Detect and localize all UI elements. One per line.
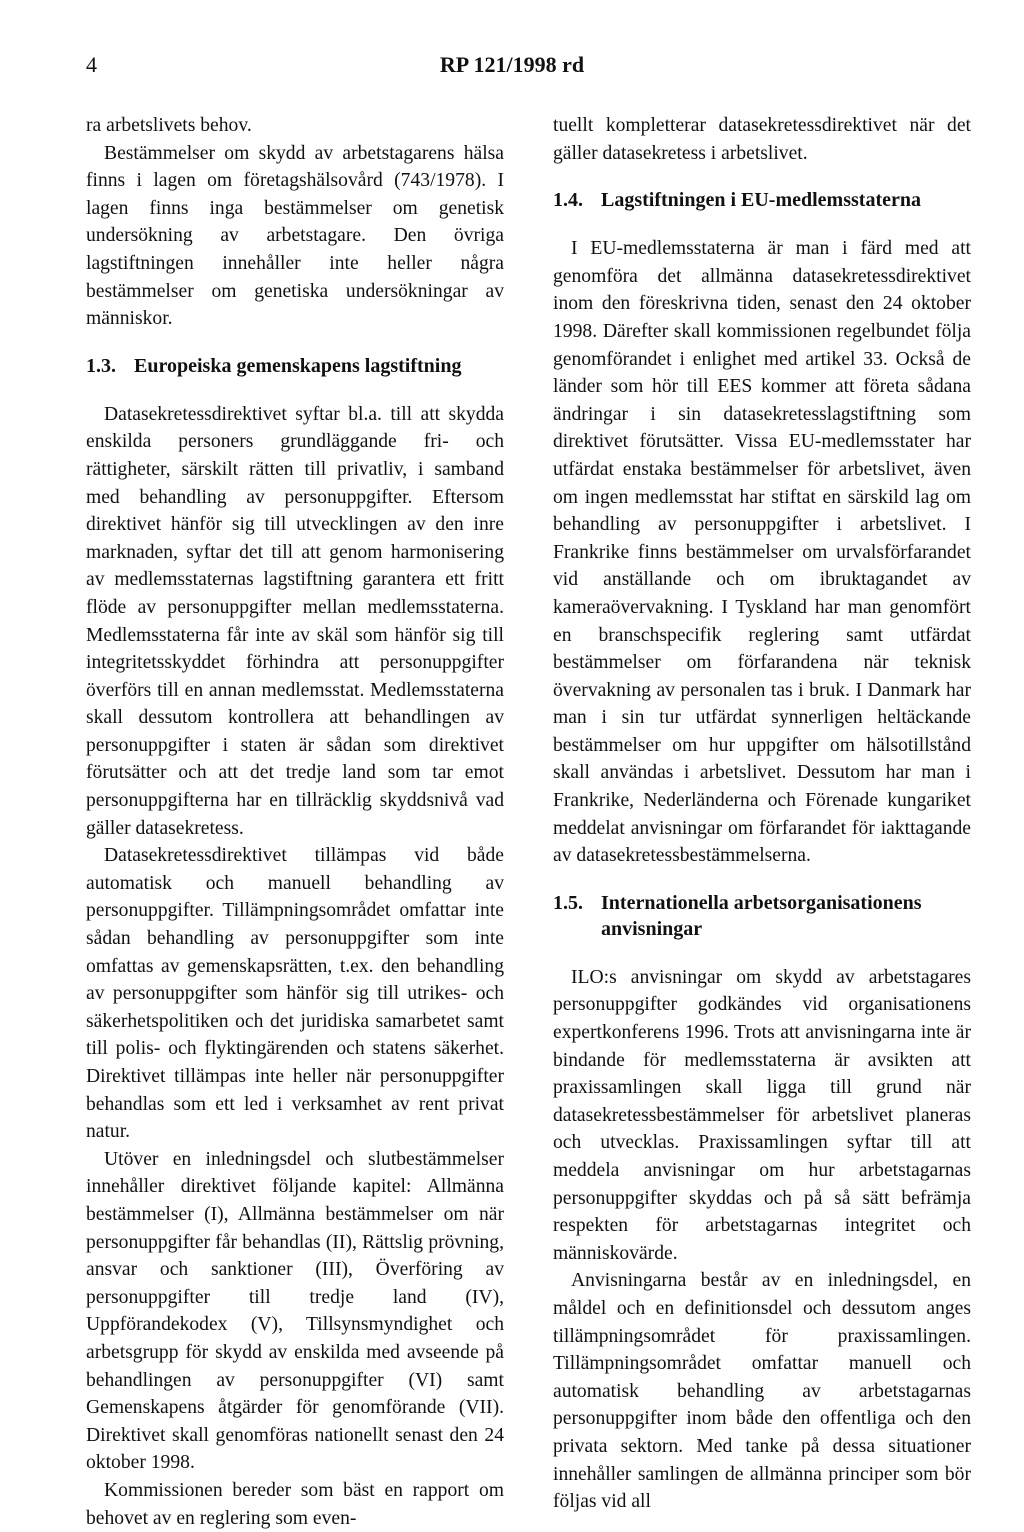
paragraph: Datasekretessdirektivet tillämpas vid både automatisk och manuell behandling av personuppgifter. Tillämpningsområdet omfattar inte sådan behandling av personuppgifter som inte omfattas av gemenskapsrätten, t.ex. den behandling av personuppgifter som hänför sig till utrikes- och säkerhetspolitiken och det juridiska samarbetet samt till polis- och flyktingärenden och statens säkerhet. Direktivet tillämpas inte heller när personuppgifter behandlas som ett led i verksamhet av rent privat natur. <box>86 845 504 1143</box>
left-column <box>86 112 504 1532</box>
paragraph: Kommissionen bereder som bäst en rapport om behovet av en reglering som even- <box>86 1479 504 1529</box>
section-number: 1.5. <box>553 891 583 914</box>
section-number: 1.3. <box>86 354 116 377</box>
paragraph: Datasekretessdirektivet syftar bl.a. till att skydda enskilda personers grundläggande fri- och rättigheter, särskilt rätten till privatliv, i samband med behandling av personuppgifter. Eftersom direktivet hänför sig till utvecklingen av den inre marknaden, syftar det till att genom harmonisering av medlemsstaternas lagstiftning garantera ett fritt flöde av personuppgifter mellan medlemsstaterna. Medlemsstaterna får inte av skäl som hänför sig till integritetsskyddet förhindra att personuppgifter överförs till en annan medlemsstat. Medlemsstaterna skall dessutom kontrollera att behandlingen av personuppgifter i staten är sådan som direktivet förutsätter och att det tredje land som tar emot personuppgifterna har en tillräcklig skyddsnivå vad gäller datasekretess. <box>86 403 504 839</box>
paragraph: ILO:s anvisningar om skydd av arbetstagares personuppgifter godkändes vid organisationens expertkonferens 1996. Trots att anvisningarna inte är bindande för medlemsstaterna är avsikten att praxissamlingen skall ligga till grund när datasekretessbestämmelser för arbetslivet planeras och utvecklas. Praxissamlingen syftar till att meddela anvisningar om hur arbetstagarnas personuppgifter skyddas och på så sätt befrämja respekten för arbetstagarnas integritet och människovärde. <box>553 966 971 1264</box>
section-title: Lagstiftningen i EU-medlemsstaterna <box>601 189 921 212</box>
paragraph: tuellt kompletterar datasekretessdirektivet när det gäller datasekretess i arbetslivet. <box>553 115 971 164</box>
paragraph: I EU-medlemsstaterna är man i färd med att genomföra det allmänna datasekretessdirektivet inom den föreskrivna tiden, senast den 24 oktober 1998. Därefter skall kommissionen regelbundet följa genomförandet i enlighet med artikel 33. Också de länder som hör till EES kommer att företa sådana ändringar i sin datasekretesslagstiftning som direktivet förutsätter. Vissa EU-medlemsstater har utfärdat enstaka bestämmelser för arbetslivet, även om ingen medlemsstat har stiftat en särskild lag om behandling av personuppgifter i arbetslivet. I Frankrike finns bestämmelser om urvalsförfarandet vid anställande och om ibruktagandet av kameraövervakning. I Tyskland har man genomfört en branschspecifik reglering samt utfärdat bestämmelser om förfarandena när teknisk övervakning av personalen tas i bruk. I Danmark har man i sin tur utfärdat synnerligen heltäckande bestämmelser om hur uppgifter om hälsotillstånd skall användas i arbetslivet. Dessutom har man i Frankrike, Nederländerna och Förenade kungariket meddelat anvisningar om förfarandet för iakttagande av datasekretessbestämmelserna. <box>553 238 971 867</box>
section-number: 1.4. <box>553 189 583 212</box>
running-head: RP 121/1998 rd <box>439 52 585 77</box>
section-heading-1-4 <box>553 187 971 213</box>
paragraph: Utöver en inledningsdel och slutbestämmelser innehåller direktivet följande kapitel: Allmänna bestämmelser (I), Allmänna bestämmelser om när personuppgifter får behandlas (II), Rättslig prövning, ansvar och sanktioner (III), Överföring av personuppgifter till tredje land (IV), Uppförandekodex (V), Tillsynsmyndighet och arbetsgrupp för skydd av enskilda med avseende på behandlingen av personuppgifter (VI) samt Gemenskapens åtgärder för genomförande (VII). Direktivet skall genomföras nationellt senast den 24 oktober 1998. <box>86 1148 504 1474</box>
paragraph: ra arbetslivets behov. <box>86 115 252 136</box>
page-number: 4 <box>86 52 97 77</box>
section-heading-1-5 <box>553 890 971 942</box>
right-column <box>553 112 971 1516</box>
paragraph: Anvisningarna består av en inledningsdel, en måldel och en definitionsdel och dessutom anges tillämpningsområdet för praxissamlingen. Tillämpningsområdet omfattar manuell och automatisk behandling av arbetstagarnas personuppgifter inom både den offentliga och den privata sektorn. Med tanke på dessa situationer innehåller samlingen de allmänna principer som bör följas vid all <box>553 1270 971 1513</box>
section-heading-1-3 <box>86 353 504 379</box>
section-title: Internationella arbetsorganisationens anvisningar <box>601 891 922 940</box>
paragraph: Bestämmelser om skydd av arbetstagarens hälsa finns i lagen om företagshälsovård (743/1978). I lagen finns inga bestämmelser om genetisk undersökning av arbetstagare. Den övriga lagstiftningen innehåller inte heller några bestämmelser om genetiska undersökningar av människor. <box>86 142 504 330</box>
section-title: Europeiska gemenskapens lagstiftning <box>134 354 462 377</box>
